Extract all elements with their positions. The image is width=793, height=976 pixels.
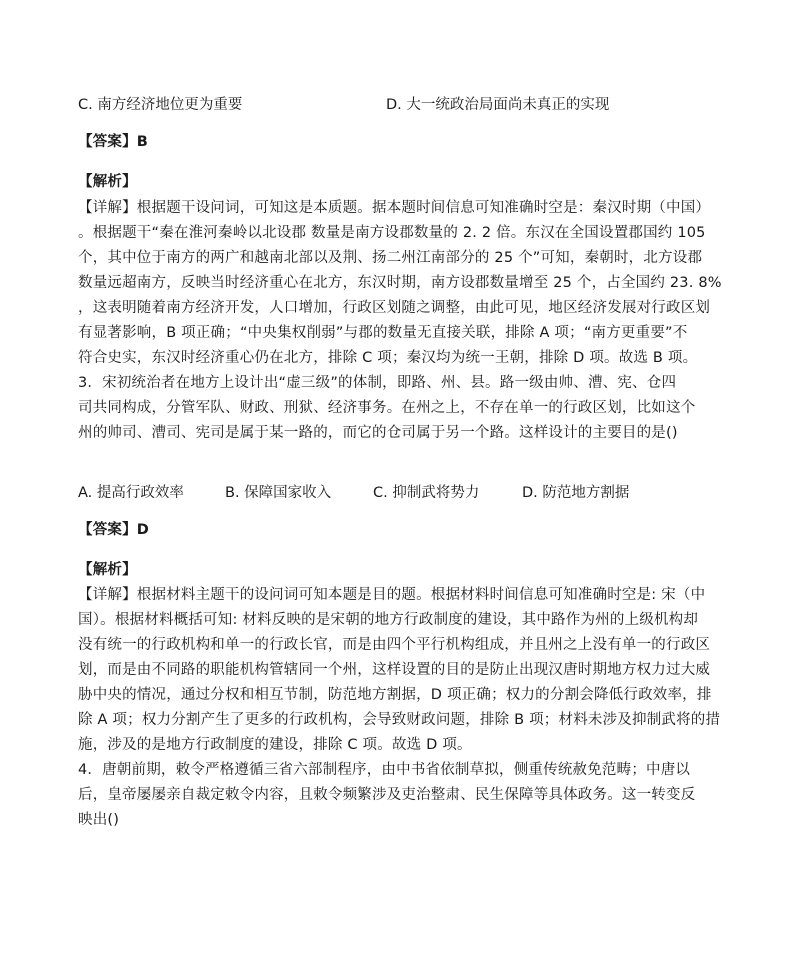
q4-stem-line: 映出() [78,812,120,828]
q2-analysis-line: 。根据题干“秦在淮河秦岭以北设郡 数量是南方设郡数量的 2. 2 倍。东汉在全国设置郡国约 105 [78,225,706,241]
q3-analysis-line: 施，涉及的是地方行政制度的建设，排除 C 项。故选 D 项。 [78,737,472,753]
q3-answer: 【答案】D [78,522,150,538]
q3-analysis-line: 除 A 项；权力分割产生了更多的行政机构，会导致财政问题，排除 B 项；材料未涉及抑制武将的措 [78,712,721,728]
q3-analysis-line: 国）。根据材料概括可知: 材料反映的是宋朝的地方行政制度的建设，其中路作为州的上级机构却 [78,612,699,628]
q2-analysis-line: 个，其中位于南方的两广和越南北部以及荆、扬二州江南部分的 25 个”可知，秦朝时，北方设郡 [78,250,703,266]
q3-stem-line: 司共同构成，分管军队、财政、刑狱、经济事务。在州之上，不存在单一的行政区划，比如这个 [78,400,696,416]
q3-analysis-line: 胁中央的情况，通过分权和相互节制，防范地方割据，D 项正确；权力的分割会降低行政效率，排 [78,687,712,703]
q2-analysis-line: 符合史实，东汉时经济重心仍在北方，排除 C 项；秦汉均为统一王朝，排除 D 项。故选 B 项。 [78,350,698,366]
q2-analysis-line: 数量远超南方，反映当时经济重心在北方，东汉时期，南方设郡数量增至 25 个，占全国约 23. 8% [78,275,722,291]
q3-analysis-heading: 【解析】 [78,562,137,578]
q3-stem-line: 3．宋初统治者在地方上设计出“虚三级”的体制，即路、州、县。路一级由帅、漕、宪、仓四 [78,375,677,391]
q2-analysis-line: ，这表明随着南方经济开发，人口增加，行政区划随之调整，由此可见，地区经济发展对行政区划 [78,300,711,316]
q2-option-c: C. 南方经济地位更为重要 [78,97,243,113]
q3-analysis-line: 划，而是由不同路的职能机构管辖同一个州，这样设置的目的是防止出现汉唐时期地方权力过大威 [78,662,711,678]
q3-option-c: C. 抑制武将势力 [373,485,480,501]
q2-analysis-heading: 【解析】 [78,174,137,190]
q2-option-d: D. 大一统政治局面尚未真正的实现 [386,97,610,113]
q3-option-a: A. 提高行政效率 [78,485,184,501]
q2-answer: 【答案】B [78,134,149,150]
q3-option-b: B. 保障国家收入 [225,485,332,501]
q2-analysis-line: 有显著影响，B 项正确；“中央集权削弱”与郡的数量无直接关联，排除 A 项；“南方更重要”不 [78,325,688,341]
q3-option-d: D. 防范地方割据 [522,485,630,501]
q3-analysis-line: 没有统一的行政机构和单一的行政长官，而是由四个平行机构组成，并且州之上没有单一的行政区 [78,637,711,653]
q4-stem-line: 4．唐朝前期，敕令严格遵循三省六部制程序，由中书省依制草拟，侧重传统赦免范畴；中唐以 [78,762,691,778]
q2-analysis-line: 【详解】根据题干设问词，可知这是本质题。据本题时间信息可知准确时空是：秦汉时期（中国） [78,200,711,216]
q3-stem-line: 州的帅司、漕司、宪司是属于某一路的，而它的仓司属于另一个路。这样设计的主要目的是() [78,425,678,441]
q4-stem-line: 后，皇帝屡屡亲自裁定敕令内容，且敕令频繁涉及吏治整肃、民生保障等具体政务。这一转变反 [78,787,696,803]
q3-analysis-line: 【详解】根据材料主题干的设问词可知本题是目的题。根据材料时间信息可知准确时空是: 宋（中 [78,587,706,603]
